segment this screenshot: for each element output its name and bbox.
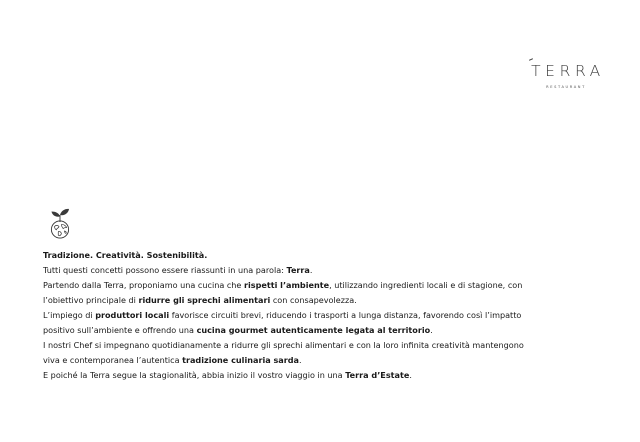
continent-a — [55, 225, 60, 229]
text-segment: I nostri Chef si impegnano quotidianamente a ridurre gli sprechi alimentari e con la loro infinita creatività mantengono — [43, 340, 524, 350]
paragraph-line-5 — [43, 323, 603, 338]
text-segment: con consapevolezza. — [270, 295, 357, 305]
paragraph-line-2 — [43, 278, 603, 293]
keyword-sprechi: ridurre gli sprechi alimentari — [138, 295, 271, 305]
paragraph-line-7 — [43, 353, 603, 368]
keyword-terra: Terra — [286, 265, 310, 275]
logo-tagline: RESTAURANT — [546, 85, 586, 89]
heading: Tradizione. Creatività. Sostenibilità. — [43, 250, 208, 260]
text-segment: l’obiettivo principale di — [43, 295, 139, 305]
paragraph-line-8 — [43, 368, 603, 383]
text-segment: . — [309, 265, 313, 275]
terra-logo — [520, 62, 612, 90]
keyword-cucina: cucina gourmet autenticamente legata al territorio — [196, 325, 431, 335]
paragraph-line-1 — [43, 263, 603, 278]
text-segment: , utilizzando ingredienti locali e di stagione, con — [329, 280, 523, 290]
keyword-produttori: produttori locali — [95, 310, 170, 320]
intro-text — [43, 248, 603, 383]
paragraph-line-3 — [43, 293, 603, 308]
keyword-tradizione: tradizione culinaria sarda — [182, 355, 300, 365]
continent-c — [58, 231, 61, 235]
text-segment: E poiché la Terra segue la stagionalità, abbia inizio il vostro viaggio in una — [43, 370, 346, 380]
text-segment: positivo sull’ambiente e offrendo una — [43, 325, 197, 335]
text-segment: . — [430, 325, 433, 335]
paragraph-line-6 — [43, 338, 603, 353]
continent-d — [65, 231, 67, 233]
text-segment: . — [409, 370, 412, 380]
sprout-left-leaf — [52, 212, 61, 217]
text-segment: Tutti questi concetti possono essere riassunti in una parola: — [43, 265, 287, 275]
text-segment: L’impiego di — [43, 310, 96, 320]
text-segment: viva e contemporanea l’autentica — [43, 355, 183, 365]
logo-accent-mark — [529, 58, 533, 61]
paragraph-line-4 — [43, 308, 603, 323]
continent-b — [61, 224, 66, 228]
logo-wordmark: TERRA — [531, 62, 605, 80]
text-segment: favorisce circuiti brevi, riducendo i trasporti a lunga distanza, favorendo così l’impatto — [169, 310, 522, 320]
sprout-right-leaf — [60, 209, 69, 215]
text-segment: . — [299, 355, 302, 365]
keyword-ambiente: rispetti l’ambiente — [243, 280, 330, 290]
globe-sprout-icon — [47, 207, 73, 241]
keyword-terra-estate: Terra d’Estate — [345, 370, 410, 380]
text-segment: Partendo dalla Terra, proponiamo una cucina che — [43, 280, 244, 290]
